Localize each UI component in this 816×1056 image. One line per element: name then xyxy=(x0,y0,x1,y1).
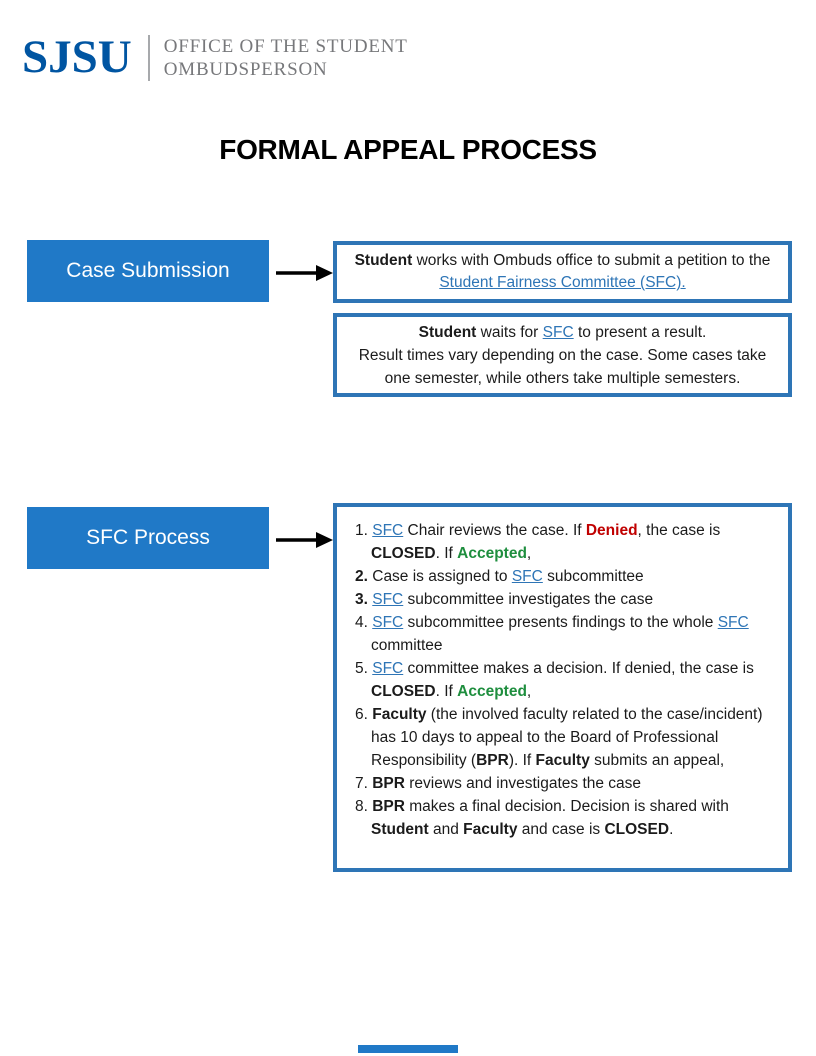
sfc-link[interactable]: SFC xyxy=(372,660,404,677)
text-run: Student xyxy=(371,821,429,838)
sfc-link[interactable]: SFC xyxy=(372,522,404,539)
logo-org-line2: OMBUDSPERSON xyxy=(163,58,328,80)
text-run: and case is xyxy=(517,821,605,838)
text-run: Denied xyxy=(585,522,638,539)
text-run: Result times vary depending on the case. Some cases take xyxy=(358,346,767,364)
text-run: BPR xyxy=(372,775,405,792)
text-run: Faculty xyxy=(535,752,590,769)
text-run: subcommittee investigates the case xyxy=(403,591,654,608)
process-step xyxy=(355,588,778,611)
text-line xyxy=(355,657,778,680)
sfc-link[interactable]: SFC xyxy=(511,568,543,585)
text-run: (the involved faculty related to the case/incident) xyxy=(426,706,763,723)
text-run: Accepted xyxy=(457,545,527,562)
text-run: 4. xyxy=(355,614,373,631)
process-step xyxy=(355,657,778,703)
text-run: Chair reviews the case. If xyxy=(403,522,586,539)
text-line xyxy=(355,680,778,703)
text-line xyxy=(337,367,788,390)
text-line xyxy=(355,611,778,634)
text-run: 1. xyxy=(355,522,373,539)
sfc-link[interactable]: SFC xyxy=(372,614,404,631)
text-run: Student xyxy=(418,323,477,341)
text-run: BPR xyxy=(372,798,405,815)
text-run: CLOSED xyxy=(371,545,436,562)
text-line xyxy=(355,588,778,611)
logo-org-name xyxy=(164,35,408,81)
text-run: Case is assigned to xyxy=(367,568,512,585)
sfc-petition-link[interactable]: Student Fairness Committee (SFC). xyxy=(439,274,686,291)
arrow-right-icon xyxy=(275,529,333,551)
text-run: submits an appeal, xyxy=(589,752,725,769)
text-line xyxy=(337,272,788,294)
text-run: . xyxy=(669,821,674,838)
text-run: 6. xyxy=(355,706,373,723)
case-submission-detail-box xyxy=(333,241,792,303)
text-run: committee xyxy=(371,637,443,654)
text-run: CLOSED xyxy=(604,821,670,838)
text-run: , xyxy=(526,683,532,700)
process-step xyxy=(355,565,778,588)
text-run: committee makes a decision. If denied, the case is xyxy=(403,660,754,677)
step-label: SFC Process xyxy=(86,526,210,549)
process-step xyxy=(355,611,778,657)
text-line xyxy=(337,250,788,272)
text-run: makes a final decision. Decision is shared with xyxy=(404,798,729,815)
text-run: subcommittee presents findings to the whole xyxy=(403,614,718,631)
text-line xyxy=(355,795,778,818)
text-run: , the case is xyxy=(637,522,721,539)
text-run: 2. xyxy=(355,568,368,585)
text-run: reviews and investigates the case xyxy=(404,775,642,792)
text-run: has 10 days to appeal to the Board of Professional xyxy=(371,729,719,746)
text-run: 3. xyxy=(355,591,368,608)
step-box-case-submission xyxy=(27,240,269,302)
text-run: subcommittee xyxy=(542,568,644,585)
text-line xyxy=(355,565,778,588)
step-label: Case Submission xyxy=(66,259,230,282)
text-run: 8. xyxy=(355,798,373,815)
text-line xyxy=(355,772,778,795)
text-line xyxy=(355,703,778,726)
process-step xyxy=(355,795,778,841)
text-run: waits for xyxy=(476,323,543,341)
text-line xyxy=(355,749,778,772)
wait-result-box xyxy=(333,313,792,397)
text-run: Student xyxy=(354,252,413,269)
text-run: 7. xyxy=(355,775,373,792)
text-line xyxy=(337,321,788,344)
text-run: and xyxy=(428,821,464,838)
sfc-link[interactable]: SFC xyxy=(717,614,749,631)
text-run: Accepted xyxy=(457,683,527,700)
text-run: . If xyxy=(435,545,458,562)
process-step xyxy=(355,772,778,795)
text-line xyxy=(355,818,778,841)
text-run: one semester, while others take multiple semesters. xyxy=(384,369,741,387)
text-run: CLOSED xyxy=(371,683,436,700)
sfc-link[interactable]: SFC xyxy=(372,591,404,608)
text-run: BPR xyxy=(476,752,509,769)
process-step xyxy=(355,519,778,565)
text-run: Faculty xyxy=(372,706,427,723)
sjsu-logo xyxy=(22,31,408,83)
text-line xyxy=(355,542,778,565)
process-step xyxy=(355,703,778,772)
logo-divider xyxy=(148,35,150,81)
sfc-process-steps-box xyxy=(333,503,792,872)
page-footer-bar xyxy=(358,1045,458,1053)
arrow-right-icon xyxy=(275,262,333,284)
text-run: 5. xyxy=(355,660,373,677)
text-line xyxy=(355,726,778,749)
text-run: Faculty xyxy=(463,821,518,838)
sfc-link[interactable]: SFC xyxy=(542,323,574,341)
step-box-sfc-process xyxy=(27,507,269,569)
text-run: , xyxy=(526,545,532,562)
sjsu-wordmark: SJSU xyxy=(22,31,132,83)
text-line xyxy=(355,634,778,657)
text-run: ). If xyxy=(508,752,536,769)
text-run: to present a result. xyxy=(573,323,707,341)
page-title: FORMAL APPEAL PROCESS xyxy=(219,134,597,165)
text-run: . If xyxy=(435,683,458,700)
text-line xyxy=(355,519,778,542)
text-run: works with Ombuds office to submit a petition to the xyxy=(412,252,771,269)
logo-org-line1: OFFICE OF THE STUDENT xyxy=(163,35,408,57)
text-line xyxy=(337,344,788,367)
text-run: Responsibility ( xyxy=(371,752,477,769)
